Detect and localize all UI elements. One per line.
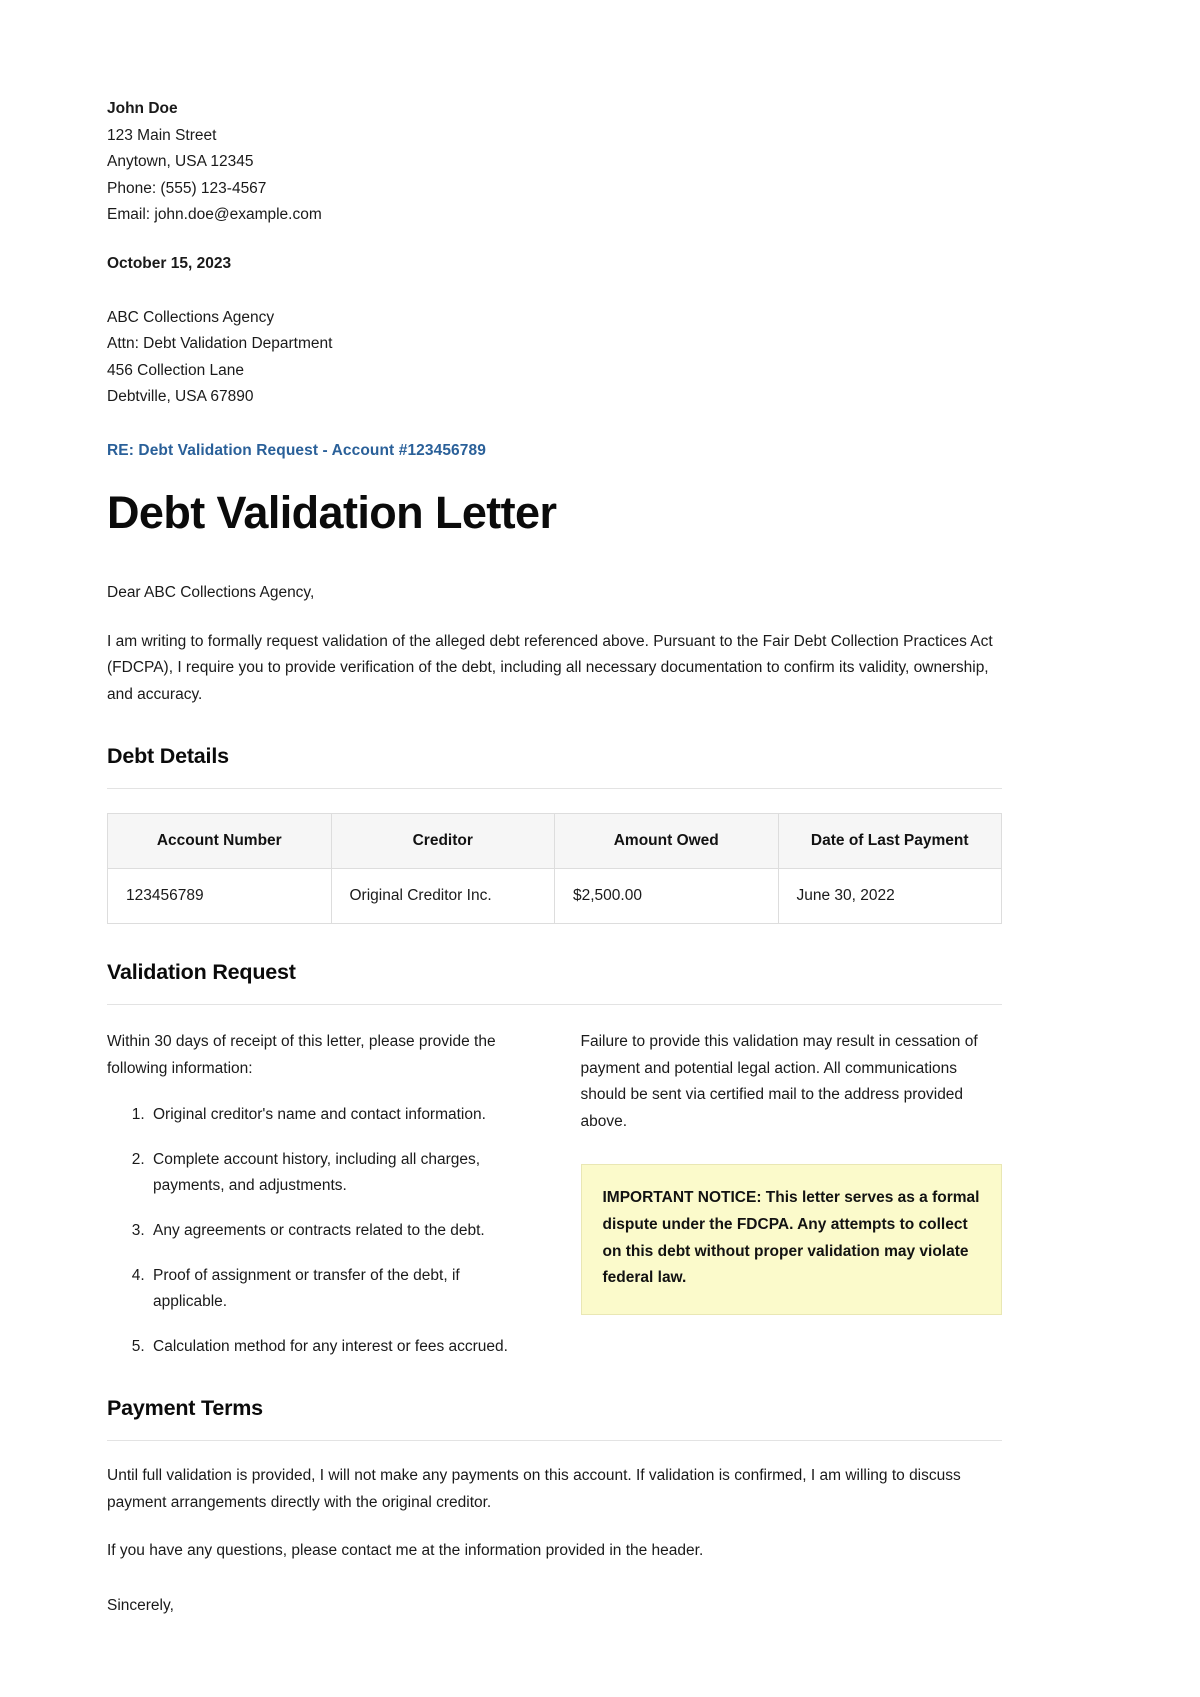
validation-request-columns xyxy=(107,1029,1002,1360)
payment-terms-paragraph-1: Until full validation is provided, I will not make any payments on this account. If validation is confirmed, I am willing to discuss payment arrangements directly with the original creditor. xyxy=(107,1467,961,1511)
cell-amount-owed: $2,500.00 xyxy=(555,869,779,924)
debt-details-rule xyxy=(107,788,1002,789)
important-notice-callout: IMPORTANT NOTICE: This letter serves as a formal dispute under the FDCPA. Any attempts to collect on this debt without proper validation may violate federal law. xyxy=(581,1164,1003,1314)
list-item: 2. Complete account history, including all charges, payments, and adjustments. xyxy=(149,1147,529,1200)
payment-terms-heading: Payment Terms xyxy=(107,1396,263,1421)
sender-address-block xyxy=(107,96,1002,229)
payment-terms-rule xyxy=(107,1440,1002,1441)
table-row xyxy=(108,869,1002,924)
cell-creditor: Original Creditor Inc. xyxy=(331,869,555,924)
validation-request-intro: Within 30 days of receipt of this letter, please provide the following information: xyxy=(107,1033,496,1077)
closing-line: Sincerely, xyxy=(107,1596,174,1614)
validation-consequences-paragraph: Failure to provide this validation may result in cessation of payment and potential legal action. All communications should be sent via certified mail to the address provided above. xyxy=(580,1033,978,1130)
sender-city-state-zip: Anytown, USA 12345 xyxy=(107,153,254,171)
intro-paragraph: I am writing to formally request validation of the alleged debt referenced above. Pursuant to the Fair Debt Collection Practices Act (FDCPA), I require you to provide verification of the debt, including all necessary documentation to confirm its validity, ownership, and accuracy. xyxy=(107,632,993,703)
validation-request-left-column xyxy=(107,1029,529,1360)
sender-email: Email: john.doe@example.com xyxy=(107,206,322,224)
validation-request-rule xyxy=(107,1004,1002,1005)
subject-line: RE: Debt Validation Request - Account #123456789 xyxy=(107,441,486,459)
cell-account-number: 123456789 xyxy=(108,869,332,924)
cell-date-of-last-payment: June 30, 2022 xyxy=(778,869,1002,924)
recipient-company: ABC Collections Agency xyxy=(107,308,275,326)
list-item: 5. Calculation method for any interest or fees accrued. xyxy=(149,1334,529,1361)
list-item: 1. Original creditor's name and contact information. xyxy=(149,1102,529,1129)
sender-street: 123 Main Street xyxy=(107,126,217,144)
sender-phone: Phone: (555) 123-4567 xyxy=(107,179,267,197)
payment-terms-paragraph-2: If you have any questions, please contact me at the information provided in the header. xyxy=(107,1542,704,1560)
recipient-city-state-zip: Debtville, USA 67890 xyxy=(107,388,254,406)
validation-request-right-column xyxy=(581,1029,1003,1315)
list-item: 4. Proof of assignment or transfer of the debt, if applicable. xyxy=(149,1263,529,1316)
column-header-creditor: Creditor xyxy=(331,814,555,869)
list-item: 3. Any agreements or contracts related to the debt. xyxy=(149,1218,529,1245)
validation-request-heading: Validation Request xyxy=(107,960,296,985)
letter-date: October 15, 2023 xyxy=(107,254,232,272)
table-header-row xyxy=(108,814,1002,869)
column-header-amount-owed: Amount Owed xyxy=(555,814,779,869)
column-header-date-of-last-payment: Date of Last Payment xyxy=(778,814,1002,869)
recipient-street: 456 Collection Lane xyxy=(107,361,245,379)
salutation: Dear ABC Collections Agency, xyxy=(107,583,315,601)
sender-name: John Doe xyxy=(107,100,178,117)
validation-request-list xyxy=(107,1102,529,1360)
recipient-address-block xyxy=(107,305,1002,411)
debt-details-heading: Debt Details xyxy=(107,744,229,769)
column-header-account-number: Account Number xyxy=(108,814,332,869)
page-title: Debt Validation Letter xyxy=(107,486,557,538)
debt-details-table xyxy=(107,813,1002,924)
recipient-attn: Attn: Debt Validation Department xyxy=(107,335,333,353)
